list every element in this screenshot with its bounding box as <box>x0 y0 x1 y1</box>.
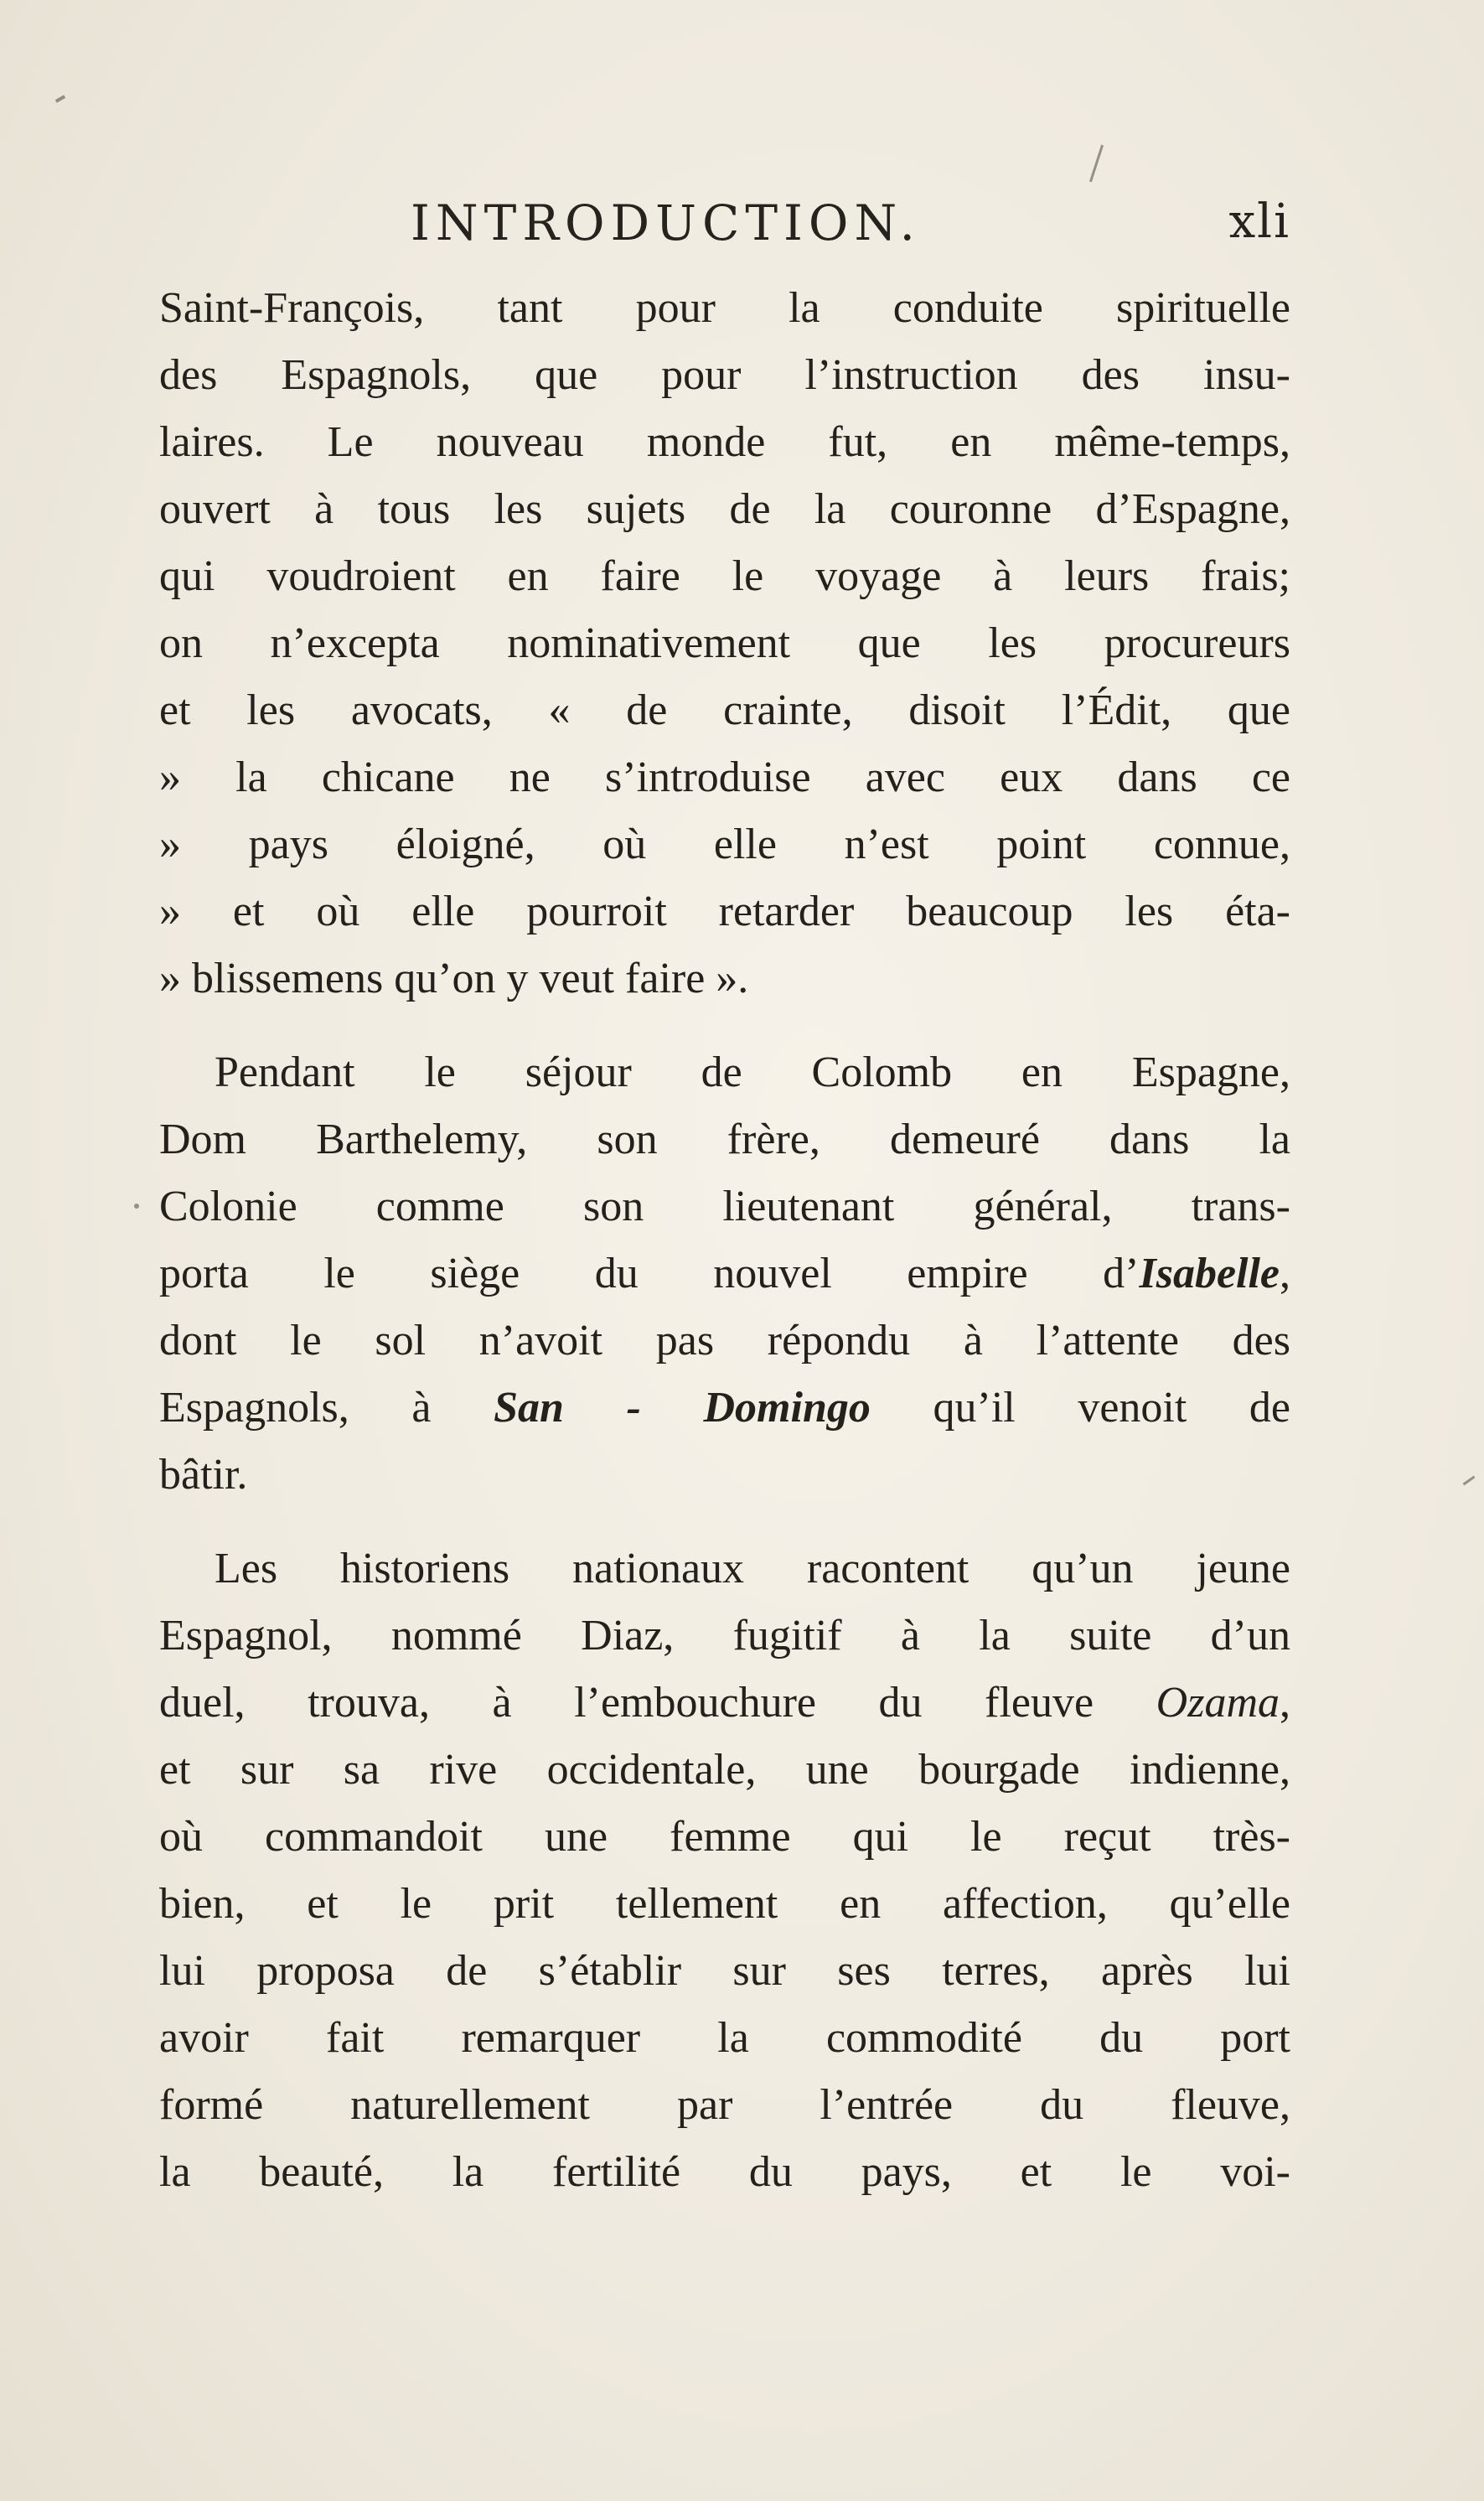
text-segment: porta le siège du nouvel empire d’ <box>159 1250 1140 1297</box>
italic-segment: San - Domingo <box>494 1384 871 1432</box>
text-line: avoir fait remarquer la commodité du port <box>159 2014 1290 2062</box>
italic-segment: Ozama <box>1156 1679 1280 1727</box>
ink-speck <box>134 1204 139 1209</box>
text-line: Les historiens nationaux racontent qu’un jeune <box>215 1545 1290 1592</box>
text-segment: duel, trouva, à l’embouchure du fleuve <box>159 1679 1156 1727</box>
text-line: qui voudroient en faire le voyage à leurs frais; <box>159 552 1290 600</box>
text-line: bien, et le prit tellement en affection, qu’elle <box>159 1880 1290 1928</box>
text-line: et les avocats, « de crainte, disoit l’Édit, que <box>159 686 1290 734</box>
text-line: où commandoit une femme qui le reçut très- <box>159 1813 1290 1861</box>
text-line: dont le sol n’avoit pas répondu à l’attente des <box>159 1317 1290 1364</box>
text-segment: Espagnols, à <box>159 1384 494 1432</box>
running-title: INTRODUCTION. <box>411 194 921 251</box>
page-number: xli <box>1228 194 1290 249</box>
ink-speck <box>55 95 65 102</box>
text-line: et sur sa rive occidentale, une bourgade indienne, <box>159 1746 1290 1794</box>
ink-speck <box>1463 1476 1476 1486</box>
text-line <box>159 1670 1290 1737</box>
text-line: Dom Barthelemy, son frère, demeuré dans la <box>159 1116 1290 1163</box>
text-line <box>159 1375 1290 1442</box>
text-line: Pendant le séjour de Colomb en Espagne, <box>215 1049 1290 1096</box>
text-line: des Espagnols, que pour l’instruction des insu- <box>159 351 1290 399</box>
text-line: la beauté, la fertilité du pays, et le voi- <box>159 2148 1290 2196</box>
text-line: » blissemens qu’on y veut faire ». <box>159 955 749 1002</box>
text-line: bâtir. <box>159 1451 248 1499</box>
text-segment: , <box>1280 1250 1290 1297</box>
text-line: ouvert à tous les sujets de la couronne d’Espagne, <box>159 485 1290 533</box>
text-line: » pays éloigné, où elle n’est point connue, <box>159 821 1290 868</box>
italic-segment: Isabelle <box>1139 1250 1280 1297</box>
page-header <box>159 194 1290 261</box>
text-line <box>159 1240 1290 1307</box>
text-segment: qu’il venoit de <box>870 1384 1291 1432</box>
ink-speck <box>1089 145 1104 183</box>
text-line: Espagnol, nommé Diaz, fugitif à la suite d’un <box>159 1612 1290 1660</box>
text-line: lui proposa de s’établir sur ses terres, après lui <box>159 1947 1290 1995</box>
text-line: laires. Le nouveau monde fut, en même-temps, <box>159 418 1290 466</box>
text-line: Colonie comme son lieutenant général, trans- <box>159 1183 1290 1230</box>
text-line: » et où elle pourroit retarder beaucoup les éta- <box>159 888 1290 935</box>
text-line: formé naturellement par l’entrée du fleuve, <box>159 2081 1290 2129</box>
text-line: » la chicane ne s’introduise avec eux dans ce <box>159 753 1290 801</box>
text-line: Saint-François, tant pour la conduite spirituelle <box>159 284 1290 332</box>
text-line: on n’excepta nominativement que les procureurs <box>159 619 1290 667</box>
text-segment: , <box>1280 1679 1290 1727</box>
